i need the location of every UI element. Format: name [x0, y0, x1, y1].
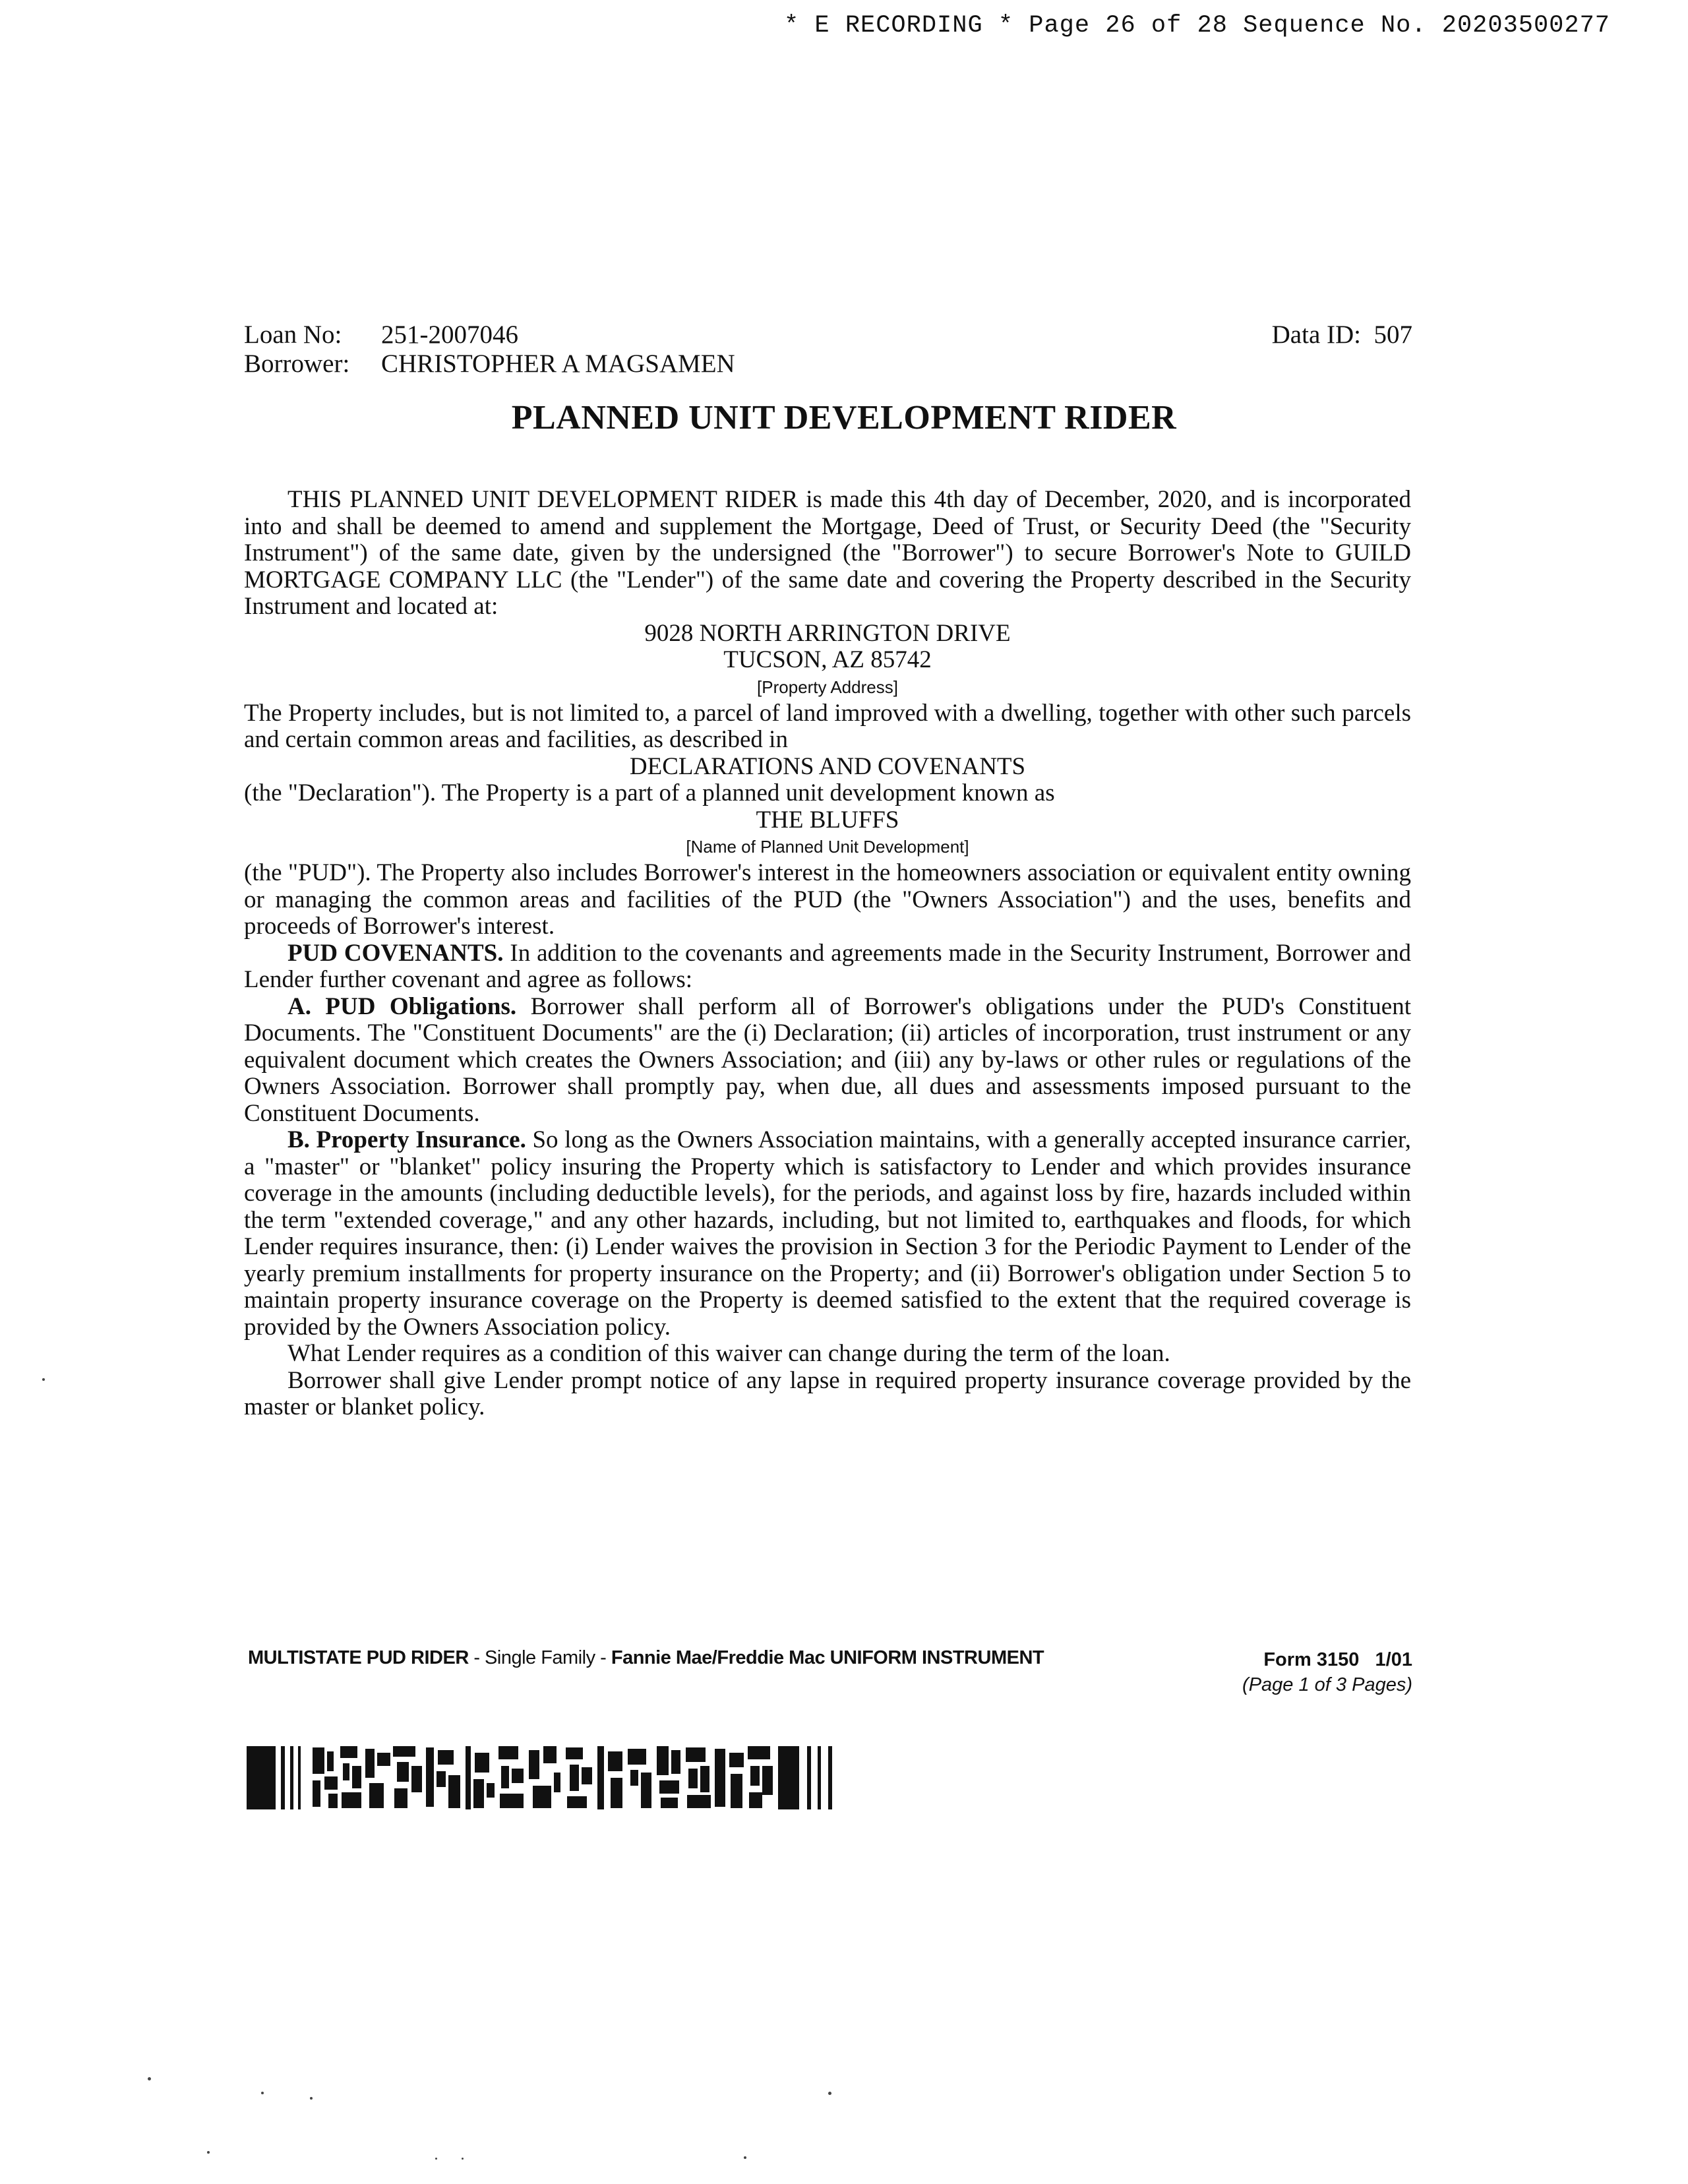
borrower-label: Borrower: — [244, 349, 350, 378]
section-b-heading: B. Property Insurance. — [287, 1126, 526, 1153]
section-b-text: So long as the Owners Association maintains, with a generally accepted insurance carrier, a "master" or "blanket" policy insuring the Property which is satisfactory to Lender and which provides insurance coverage in the amounts (including deductible levels), for the periods, and against loss by fire, hazards included within the term "extended coverage," and any other hazards, including, but not limited to, earthquakes and floods, for which Lender requires insurance, then: (i) Lender waives the provision in Section 3 for the Periodic Payment to Lender of the yearly premium installments for property insurance on the Property; and (ii) Borrower's obligation under Section 5 to maintain property insurance coverage on the Property is deemed satisfied to the extent that the required coverage is provided by the Owners Association policy. — [244, 1126, 1412, 1341]
scan-speck — [462, 2158, 464, 2160]
scan-speck — [42, 1378, 45, 1381]
data-id-label: Data ID: — [1271, 320, 1361, 349]
rider-body — [244, 487, 1411, 1421]
loan-number: 251-2007046 — [381, 320, 518, 349]
intro-paragraph: THIS PLANNED UNIT DEVELOPMENT RIDER is made this 4th day of December, 2020, and is incorporated into and shall be deemed to amend and supplement the Mortgage, Deed of Trust, or Security Deed (the "Security Instrument") of the same date, given by the undersigned (the "Borrower") to secure Borrower's Note to GUILD MORTGAGE COMPANY LLC (the "Lender") of the same date and covering the Property described in the Security Instrument and located at: — [244, 486, 1411, 620]
property-address-caption: [Property Address] — [757, 677, 898, 697]
section-b-paragraph — [244, 1127, 1411, 1341]
waiver-paragraph: What Lender requires as a condition of this waiver can change during the term of the loan. — [287, 1340, 1170, 1367]
property-includes-paragraph: The Property includes, but is not limited to, a parcel of land improved with a dwelling, together with other such parcels and certain common areas and facilities, as described in — [244, 699, 1411, 753]
borrower-name: CHRISTOPHER A MAGSAMEN — [381, 349, 735, 378]
form-title-footer — [248, 1647, 1044, 1669]
form-number: Form 3150 1/01 — [1263, 1649, 1412, 1670]
footer-instrument: Fannie Mae/Freddie Mac UNIFORM INSTRUMENT — [611, 1647, 1044, 1668]
recording-header: * E RECORDING * Page 26 of 28 Sequence No. 20203500277 — [784, 12, 1610, 40]
scan-speck — [261, 2092, 264, 2094]
covenants-heading: PUD COVENANTS. — [287, 939, 504, 967]
loan-info — [244, 320, 735, 379]
document-barcode — [247, 1746, 866, 1809]
footer-family-type: - Single Family - — [468, 1647, 611, 1668]
section-a-text: Borrower shall perform all of Borrower's obligations under the PUD's Constituent Documents. The "Constituent Documents" are the (i) Declaration; (ii) articles of incorporation, trust instrument or any equivalent document which creates the Owners Association; and (iii) any by-laws or other rules or regulations of the Owners Association. Borrower shall promptly pay, when due, all dues and assessments imposed pursuant to the Constituent Documents. — [244, 992, 1412, 1127]
form-number-footer — [1242, 1647, 1412, 1697]
loan-number-row — [244, 320, 735, 349]
notice-paragraph: Borrower shall give Lender prompt notice of any lapse in required property insurance coverage provided by the master or blanket policy. — [244, 1366, 1411, 1420]
scan-speck — [310, 2097, 313, 2100]
scan-speck — [435, 2158, 437, 2160]
footer-form-name: MULTISTATE PUD RIDER — [248, 1647, 469, 1668]
declaration-paragraph: (the "Declaration"). The Property is a part of a planned unit development known as — [244, 779, 1055, 806]
pud-paragraph: (the "PUD"). The Property also includes Borrower's interest in the homeowners association or equivalent entity owning or managing the common areas and facilities of the PUD (the "Owners Association") and the uses, benefits and proceeds of Borrower's interest. — [244, 859, 1411, 940]
scan-speck — [148, 2077, 151, 2080]
property-address-line2: TUCSON, AZ 85742 — [723, 646, 932, 673]
data-id-value: 507 — [1373, 320, 1412, 349]
pud-name: THE BLUFFS — [756, 806, 899, 834]
covenants-paragraph — [244, 940, 1411, 994]
scan-speck — [207, 2151, 210, 2154]
loan-number-label: Loan No: — [244, 320, 342, 349]
property-address-line1: 9028 NORTH ARRINGTON DRIVE — [644, 619, 1011, 647]
section-a-heading: A. PUD Obligations. — [287, 992, 517, 1020]
pud-name-caption: [Name of Planned Unit Development] — [686, 837, 969, 857]
page-count: (Page 1 of 3 Pages) — [1242, 1674, 1412, 1695]
declaration-name: DECLARATIONS AND COVENANTS — [629, 752, 1026, 780]
scan-speck — [744, 2156, 746, 2159]
covenants-text: In addition to the covenants and agreements made in the Security Instrument, Borrower and Lender further covenant and agree as follows: — [244, 939, 1412, 993]
scan-speck — [828, 2092, 831, 2095]
data-id — [1272, 320, 1412, 349]
borrower-row — [244, 349, 735, 379]
section-a-paragraph — [244, 994, 1411, 1128]
page-title: PLANNED UNIT DEVELOPMENT RIDER — [511, 399, 1177, 437]
